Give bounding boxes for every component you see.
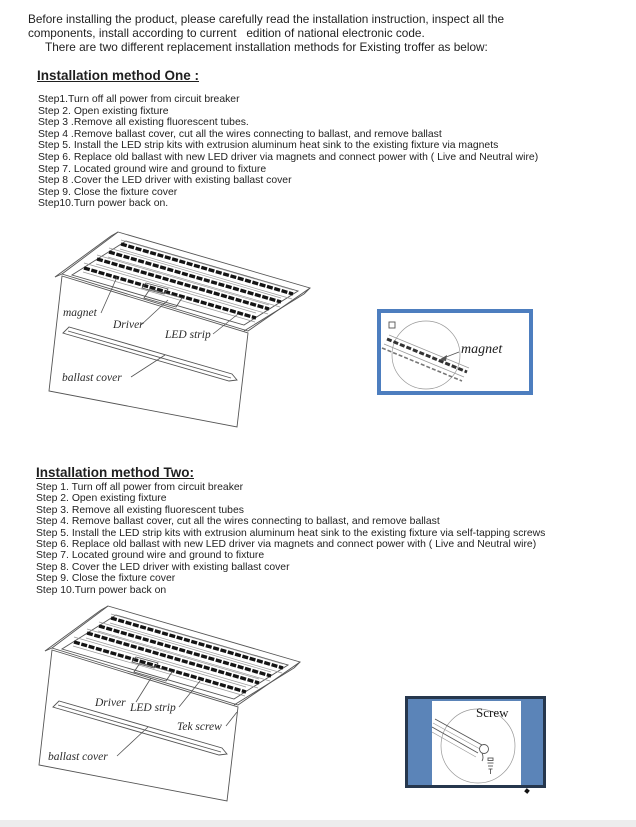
driver-leader-line: [141, 300, 168, 325]
inset-screw-label: Screw: [476, 705, 509, 720]
inset-magnet-label: magnet: [461, 342, 503, 357]
method-one-troffer-diagram: [38, 228, 338, 435]
method-one-step: Step 7. Located ground wire and ground to fixture: [38, 163, 267, 175]
method-one-step: Step1.Turn off all power from circuit breaker: [38, 94, 240, 105]
magnet-detail-drawing: [381, 313, 529, 391]
method-two-step: Step 1. Turn off all power from circuit breaker: [36, 482, 244, 493]
screw-detail-inset: [405, 696, 546, 788]
magnet-detail-inset: [377, 309, 533, 395]
method-two-step: Step 10.Turn power back on: [36, 584, 167, 596]
method-two-step: Step 8. Cover the LED driver with existing ballast cover: [36, 561, 290, 573]
method-one-step: Step 6. Replace old ballast with new LED driver via magnets and connect power with ( Live and Neutral wire): [38, 151, 539, 163]
method-one-heading: Installation method One :: [37, 68, 200, 83]
screw-detail-panel: [432, 701, 521, 785]
method-one-step: Step10.Turn power back on.: [38, 198, 169, 210]
method-one-step: Step 4 .Remove ballast cover, cut all the wires connecting to ballast, and remove ballast: [38, 128, 442, 140]
ballast-cover-leader-line: [117, 727, 148, 756]
led-strip-with-magnets: [382, 335, 469, 381]
method-two-step: Step 5. Install the LED strip kits with extrusion aluminum heat sink to the existing fixture via self-tapping screws: [36, 527, 546, 539]
method-two-step: Step 6. Replace old ballast with new LED driver via magnets and connect power with ( Live and Neutral wire): [36, 539, 537, 551]
method-one-step: Step 8 .Cover the LED driver with existing ballast cover: [38, 175, 292, 187]
method-two-heading: Installation method Two:: [36, 465, 194, 480]
driver-label: Driver: [95, 697, 126, 709]
ballast-cover-leader-line: [131, 355, 165, 377]
magnet-label: magnet: [63, 307, 97, 319]
method-two-step: Step 3. Remove all existing fluorescent tubes: [36, 504, 244, 516]
intro-line-3: There are two different replacement installation methods for Existing troffer as below:: [45, 40, 488, 54]
method-one-step: Step 9. Close the fixture cover: [38, 186, 178, 198]
ballast-cover-label: ballast cover: [62, 372, 122, 384]
method-one-step: Step 2. Open existing fixture: [38, 105, 169, 117]
intro-line-2: components, install according to current edition of national electronic code.: [28, 26, 425, 40]
method-one-steps: [38, 94, 538, 210]
method-one-step: Step 3 .Remove all existing fluorescent tubes.: [38, 117, 249, 129]
method-two-step: Step 4. Remove ballast cover, cut all the wires connecting to ballast, and remove ballast: [36, 516, 440, 528]
method-two-step: Step 2. Open existing fixture: [36, 493, 167, 505]
led-strip-label: LED strip: [130, 702, 176, 714]
detail-circle: [441, 709, 515, 783]
stray-ink-mark: [524, 788, 530, 794]
method-two-step: Step 9. Close the fixture cover: [36, 573, 176, 585]
method-two-troffer-diagram: [28, 602, 328, 814]
magnet-leader-line: [101, 277, 117, 313]
ballast-cover-label: ballast cover: [48, 751, 108, 763]
inset-corner-square: [389, 322, 395, 328]
method-two-step: Step 7. Located ground wire and ground to fixture: [36, 550, 265, 562]
led-strip-label: LED strip: [165, 329, 211, 341]
driver-label: Driver: [113, 319, 144, 331]
method-one-step: Step 5. Install the LED strip kits with extrusion aluminum heat sink to the existing fixture via magnets: [38, 140, 499, 152]
driver-leader-line: [136, 678, 151, 702]
screw-detail-drawing: [432, 701, 521, 785]
method-two-steps: [36, 482, 545, 596]
page-bottom-edge: [0, 820, 636, 827]
tek-screw-label: Tek screw: [177, 721, 222, 733]
intro-line-1: Before installing the product, please carefully read the installation instruction, inspect all the: [28, 12, 505, 26]
intro-paragraph: [28, 12, 504, 54]
tek-screw-leader-line: [226, 712, 237, 726]
